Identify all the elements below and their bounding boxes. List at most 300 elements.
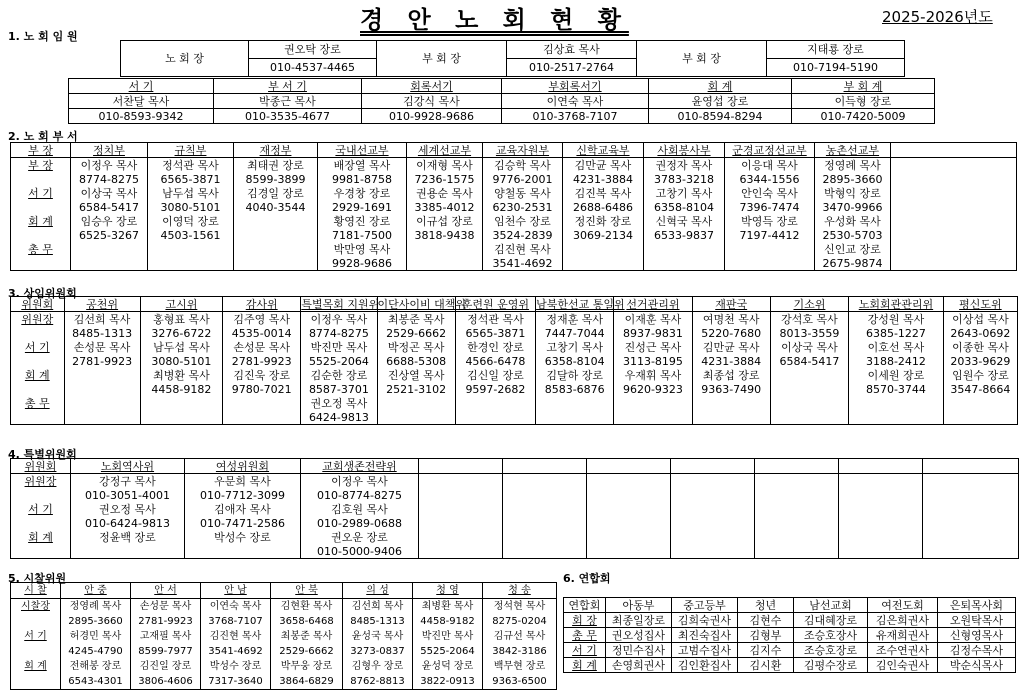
row-label: 부 장: [11, 158, 71, 173]
officer-role: 회록서기: [362, 79, 502, 94]
inspection-header: 시 찰: [11, 583, 61, 599]
table-cell: [377, 410, 455, 425]
row-label: 서 기: [11, 340, 65, 354]
table-cell: 2929-1691: [318, 200, 407, 214]
row-label: 회 장: [564, 613, 606, 628]
table-cell: 2895-3660: [61, 614, 131, 629]
table-cell: 최병환 목사: [413, 599, 483, 615]
table-cell: 김경일 장로: [234, 186, 318, 200]
row-label: 서 기: [11, 629, 61, 644]
table-cell: 김주영 목사: [223, 312, 301, 327]
table-cell: 우성화 목사: [815, 214, 891, 228]
table-cell: 3864-6829: [271, 674, 343, 690]
table-row: [11, 410, 1018, 425]
table-cell: 3783-3218: [644, 172, 725, 186]
table-cell: 김인환집사: [672, 658, 738, 673]
table-cell: 권정자 목사: [644, 158, 725, 173]
table-cell: [71, 256, 148, 271]
officer-phone: 010-8594-8294: [649, 109, 792, 124]
table-cell: 7396-7474: [725, 200, 815, 214]
table-cell: 남두섭 목사: [140, 340, 222, 354]
table-cell: 3113-8195: [614, 354, 692, 368]
table-cell: 010-3051-4001: [71, 488, 185, 502]
table-cell: 7197-4412: [725, 228, 815, 242]
committee-header: 위원회: [11, 297, 65, 312]
empty-cell: [839, 474, 923, 489]
dept-header: 규칙부: [148, 143, 234, 158]
table-cell: 권오운 장로: [301, 530, 419, 544]
table-cell: 이재형 목사: [407, 158, 483, 173]
table-cell: 우문희 목사: [185, 474, 301, 489]
table-cell: 김만균 목사: [563, 158, 644, 173]
dept-header: 교육자원부: [483, 143, 563, 158]
table-row: [11, 614, 557, 629]
row-label: [11, 488, 71, 502]
table-cell: 5525-2064: [301, 354, 377, 368]
table-cell: 김신일 장로: [455, 368, 535, 382]
table-cell: 박성수 장로: [201, 659, 271, 674]
table-cell: 김선희 목사: [343, 599, 413, 615]
table-cell: 8583-6876: [536, 382, 614, 396]
table-row: [11, 674, 557, 690]
empty-cell: [923, 459, 1019, 474]
table-cell: 7447-7044: [536, 326, 614, 340]
dept-header: 신학교육부: [563, 143, 644, 158]
table-cell: 김시환: [738, 658, 794, 673]
table-cell: 윤성덕 장로: [413, 659, 483, 674]
table-cell: 최종섭 장로: [692, 368, 770, 382]
empty-cell: [503, 516, 587, 530]
table-cell: [234, 242, 318, 256]
row-label: [11, 674, 61, 690]
committee-header: 기소위: [770, 297, 848, 312]
row-label: [11, 614, 61, 629]
inspection-header: 안 남: [201, 583, 271, 599]
inspection-header: 안 북: [271, 583, 343, 599]
table-cell: 8599-7977: [131, 644, 201, 659]
federation-header: 남선교회: [794, 598, 868, 613]
dept-header: 부 장: [11, 143, 71, 158]
table-cell: 3080-5101: [148, 200, 234, 214]
table-cell: 김대혜장로: [794, 613, 868, 628]
table-row: [11, 340, 1018, 354]
table-cell: [849, 410, 944, 425]
table-cell: 정석관 목사: [455, 312, 535, 327]
federation-header: 은퇴목사회: [938, 598, 1016, 613]
table-cell: 여명천 목사: [692, 312, 770, 327]
table-cell: 7181-7500: [318, 228, 407, 242]
row-label: [11, 172, 71, 186]
table-cell: 4503-1561: [148, 228, 234, 242]
federation-header: 연합회: [564, 598, 606, 613]
committee-header: 특별목회 지원위: [301, 297, 380, 311]
federation-header: 청년: [738, 598, 794, 613]
officer-phone: 010-2517-2764: [507, 59, 637, 77]
table-cell: 강석호 목사: [770, 312, 848, 327]
empty-cell: [923, 544, 1019, 559]
officer-name: 김상효 목사: [507, 41, 637, 59]
table-cell: 우재휘 목사: [614, 368, 692, 382]
table-cell: [725, 242, 815, 256]
header-row: [11, 297, 1018, 312]
officer-phone: 010-3535-4677: [214, 109, 362, 124]
table-cell: [536, 410, 614, 425]
table-cell: 4566-6478: [455, 354, 535, 368]
table-row: [11, 326, 1018, 340]
table-row: [11, 172, 1017, 186]
table-cell: 양철동 목사: [483, 186, 563, 200]
row-label: 회 계: [564, 658, 606, 673]
empty-cell: [587, 530, 671, 544]
table-cell: 이연숙 목사: [201, 599, 271, 615]
table-cell: [455, 396, 535, 410]
table-cell: 3080-5101: [140, 354, 222, 368]
table-cell: 김달하 장로: [536, 368, 614, 382]
row-label: [11, 228, 71, 242]
table-cell: 3541-4692: [483, 256, 563, 271]
table-cell: 7236-1575: [407, 172, 483, 186]
dept-header: 재정부: [234, 143, 318, 158]
table-cell: 조승호장사: [794, 628, 868, 643]
table-cell: 박무웅 장로: [271, 659, 343, 674]
table-row: [564, 613, 1016, 628]
table-cell: 권오정 목사: [301, 396, 377, 410]
table-cell: 010-8774-8275: [301, 488, 419, 502]
table-row: [11, 502, 1019, 516]
section-3-heading: 3. 상임위원회: [8, 287, 77, 300]
officer-role: 노 회 장: [121, 41, 249, 77]
table-cell: 2530-5703: [815, 228, 891, 242]
table-cell: [64, 396, 140, 410]
officer-role: 부회록서기: [502, 79, 649, 94]
table-cell: 2643-0692: [943, 326, 1017, 340]
table-cell: 신인교 장로: [815, 242, 891, 256]
table-cell: 박만영 목사: [318, 242, 407, 256]
table-cell: [770, 368, 848, 382]
table-cell: 정석관 목사: [148, 158, 234, 173]
table-cell: 김희숙권사: [672, 613, 738, 628]
officer-role: 부 회 계: [792, 79, 935, 94]
officer-row: [69, 109, 935, 124]
special-committees-table: [10, 458, 1019, 559]
table-cell: 6533-9837: [644, 228, 725, 242]
table-cell: 3547-8664: [943, 382, 1017, 396]
row-label: 회 계: [11, 659, 61, 674]
table-cell: 9928-9686: [318, 256, 407, 271]
officers-top-table: [120, 40, 905, 77]
table-cell: 정재훈 목사: [536, 312, 614, 327]
section-5-heading: 5. 시찰위원: [8, 572, 67, 585]
table-cell: 8570-3744: [849, 382, 944, 396]
table-cell: 김승학 목사: [483, 158, 563, 173]
officers-bottom-table: [68, 78, 935, 124]
officer-name: 권오탁 장로: [249, 41, 377, 59]
row-label: 총 무: [11, 242, 71, 256]
table-cell: 한경인 장로: [455, 340, 535, 354]
inspection-header: 안 중: [61, 583, 131, 599]
table-cell: 3768-7107: [201, 614, 271, 629]
officer-role: 서 기: [69, 79, 214, 94]
table-cell: 3806-4606: [131, 674, 201, 690]
table-cell: 박순식목사: [938, 658, 1016, 673]
officer-name: 박종근 목사: [214, 94, 362, 109]
dept-header: 농촌선교부: [815, 143, 891, 158]
row-label: 총 무: [11, 396, 65, 410]
table-cell: [148, 256, 234, 271]
table-row: [11, 599, 557, 615]
empty-cell: [923, 502, 1019, 516]
empty-cell: [755, 516, 839, 530]
inspection-header: 안 서: [131, 583, 201, 599]
table-cell: 홍형표 목사: [140, 312, 222, 327]
officer-phone: 010-7420-5009: [792, 109, 935, 124]
table-cell: [223, 396, 301, 410]
table-cell: 이종한 목사: [943, 340, 1017, 354]
table-cell: 8013-3559: [770, 326, 848, 340]
table-cell: 2529-6662: [377, 326, 455, 340]
table-cell: 4535-0014: [223, 326, 301, 340]
table-cell: 6688-5308: [377, 354, 455, 368]
officer-row: [69, 94, 935, 109]
table-cell: 김형우 장로: [343, 659, 413, 674]
table-cell: 최진숙집사: [672, 628, 738, 643]
table-row: [11, 644, 557, 659]
officer-row: [69, 79, 935, 94]
table-cell: 임천수 장로: [483, 214, 563, 228]
committee-header: 노회역사위: [71, 459, 185, 474]
empty-cell: [587, 474, 671, 489]
committee-header: 위원회: [11, 459, 71, 474]
table-cell: 010-5000-9406: [301, 544, 419, 559]
table-cell: 3524-2839: [483, 228, 563, 242]
table-cell: 010-7712-3099: [185, 488, 301, 502]
officer-name: 이득형 장로: [792, 94, 935, 109]
empty-cell: [839, 530, 923, 544]
dept-header: 국내선교부: [318, 143, 407, 158]
table-cell: 3276-6722: [140, 326, 222, 340]
table-cell: [563, 256, 644, 271]
table-cell: 6565-3871: [455, 326, 535, 340]
table-cell: 임승우 장로: [71, 214, 148, 228]
officer-phone: 010-9928-9686: [362, 109, 502, 124]
table-cell: 김진일 장로: [131, 659, 201, 674]
empty-cell: [419, 502, 503, 516]
table-cell: 신혁국 목사: [644, 214, 725, 228]
table-cell: 3818-9438: [407, 228, 483, 242]
officer-name: 김강식 목사: [362, 94, 502, 109]
table-row: [11, 544, 1019, 559]
empty-cell: [671, 488, 755, 502]
empty-cell: [839, 459, 923, 474]
table-row: [11, 214, 1017, 228]
year-label: 2025-2026년도: [882, 8, 993, 26]
table-cell: 손성문 목사: [64, 340, 140, 354]
table-cell: 김진복 목사: [563, 186, 644, 200]
table-cell: 2781-9923: [223, 354, 301, 368]
row-label: [11, 516, 71, 530]
table-cell: 김진현 목사: [483, 242, 563, 256]
federation-table: [563, 597, 1016, 673]
table-cell: 2675-9874: [815, 256, 891, 271]
table-cell: 010-6424-9813: [71, 516, 185, 530]
row-label: 시찰장: [11, 599, 61, 615]
empty-cell: [839, 502, 923, 516]
table-cell: 4231-3884: [692, 354, 770, 368]
table-cell: 김지수: [738, 643, 794, 658]
table-cell: 9363-6500: [483, 674, 557, 690]
table-cell: 김애자 목사: [185, 502, 301, 516]
row-label: [11, 200, 71, 214]
committee-header: 교회생존전략위: [301, 459, 419, 474]
table-cell: 이정우 목사: [301, 474, 419, 489]
empty-cell: [839, 544, 923, 559]
table-cell: 6525-3267: [71, 228, 148, 242]
table-cell: 6230-2531: [483, 200, 563, 214]
table-cell: 2521-3102: [377, 382, 455, 396]
table-cell: 이상섭 목사: [943, 312, 1017, 327]
table-cell: [563, 242, 644, 256]
empty-cell: [419, 544, 503, 559]
table-cell: [725, 256, 815, 271]
officer-role: 회 계: [649, 79, 792, 94]
empty-cell: [419, 474, 503, 489]
table-cell: 4040-3544: [234, 200, 318, 214]
committee-header: 이단사이비 대책위: [377, 297, 467, 311]
empty-cell: [419, 530, 503, 544]
section-4-heading: 4. 특별위원회: [8, 448, 77, 461]
header-row: [564, 598, 1016, 613]
table-cell: 8774-8275: [301, 326, 377, 340]
officer-name: 윤영섭 장로: [649, 94, 792, 109]
table-cell: 윤성국 목사: [343, 629, 413, 644]
table-cell: 고창기 목사: [536, 340, 614, 354]
table-cell: 2033-9629: [943, 354, 1017, 368]
table-cell: 3658-6468: [271, 614, 343, 629]
table-cell: 정석현 목사: [483, 599, 557, 615]
table-cell: [943, 396, 1017, 410]
empty-cell: [503, 488, 587, 502]
committee-header: 재판국: [692, 297, 770, 312]
empty-cell: [891, 214, 1017, 228]
header-row: [11, 143, 1017, 158]
table-cell: 권오성집사: [606, 628, 672, 643]
table-cell: 이상국 목사: [770, 340, 848, 354]
empty-cell: [503, 502, 587, 516]
table-cell: [692, 410, 770, 425]
table-cell: 이호선 목사: [849, 340, 944, 354]
table-cell: 3822-0913: [413, 674, 483, 690]
row-label: [11, 644, 61, 659]
section-1-heading: 1. 노 회 임 원: [8, 30, 78, 43]
table-cell: 8485-1313: [64, 326, 140, 340]
empty-cell: [755, 544, 839, 559]
officer-phone: 010-3768-7107: [502, 109, 649, 124]
inspection-header: 청 영: [413, 583, 483, 599]
committee-header: 평신도위: [943, 297, 1017, 312]
empty-cell: [755, 474, 839, 489]
row-label: 회 계: [11, 214, 71, 228]
officer-role: 부 서 기: [214, 79, 362, 94]
empty-cell: [891, 172, 1017, 186]
empty-cell: [587, 544, 671, 559]
table-row: [564, 643, 1016, 658]
table-cell: 황영진 장로: [318, 214, 407, 228]
table-cell: 3385-4012: [407, 200, 483, 214]
table-row: [564, 658, 1016, 673]
table-cell: 6358-8104: [536, 354, 614, 368]
row-label: [11, 326, 65, 340]
table-row: [11, 516, 1019, 530]
table-cell: [614, 410, 692, 425]
table-cell: 조수연권사: [868, 643, 938, 658]
table-row: [11, 158, 1017, 173]
officer-role: 부 회 장: [637, 41, 767, 77]
table-cell: 3273-0837: [343, 644, 413, 659]
table-cell: 조승호장로: [794, 643, 868, 658]
table-cell: 정진화 장로: [563, 214, 644, 228]
table-cell: 6584-5417: [770, 354, 848, 368]
table-cell: 4458-9182: [413, 614, 483, 629]
table-cell: 임원수 장로: [943, 368, 1017, 382]
table-cell: 박성수 장로: [185, 530, 301, 544]
table-cell: [614, 396, 692, 410]
departments-table: [10, 142, 1017, 271]
table-row: [11, 474, 1019, 489]
table-cell: 8599-3899: [234, 172, 318, 186]
page-title: 경 안 노 회 현 황: [360, 6, 629, 34]
table-cell: [770, 396, 848, 410]
row-label: 서 기: [11, 186, 71, 200]
table-cell: 김선희 목사: [64, 312, 140, 327]
table-cell: 신형영목사: [938, 628, 1016, 643]
table-row: [11, 312, 1018, 327]
table-row: [11, 354, 1018, 368]
table-cell: 배장열 목사: [318, 158, 407, 173]
table-cell: 최봉준 목사: [377, 312, 455, 327]
officer-role: 부 회 장: [377, 41, 507, 77]
table-cell: 5525-2064: [413, 644, 483, 659]
table-cell: 손성문 목사: [223, 340, 301, 354]
empty-cell: [891, 158, 1017, 173]
table-cell: [770, 382, 848, 396]
row-label: [11, 544, 71, 559]
header-row: [11, 583, 557, 599]
table-cell: 김평수장로: [794, 658, 868, 673]
table-cell: 4458-9182: [140, 382, 222, 396]
table-cell: 2688-6486: [563, 200, 644, 214]
table-cell: 6584-5417: [71, 200, 148, 214]
officer-name: 이연숙 목사: [502, 94, 649, 109]
table-cell: 6385-1227: [849, 326, 944, 340]
inspection-table: [10, 582, 557, 690]
table-cell: 김인숙권사: [868, 658, 938, 673]
table-cell: 최종일장로: [606, 613, 672, 628]
table-cell: 010-2989-0688: [301, 516, 419, 530]
empty-cell: [671, 516, 755, 530]
empty-cell: [419, 516, 503, 530]
inspection-header: 의 성: [343, 583, 413, 599]
table-cell: [377, 396, 455, 410]
table-cell: 권오정 목사: [71, 502, 185, 516]
table-cell: 전해봉 장로: [61, 659, 131, 674]
table-cell: [234, 256, 318, 271]
row-label: [11, 256, 71, 271]
empty-cell: [923, 474, 1019, 489]
dept-header: 사회봉사부: [644, 143, 725, 158]
table-cell: 9780-7021: [223, 382, 301, 396]
table-cell: 고범수집사: [672, 643, 738, 658]
table-cell: 허경민 목사: [61, 629, 131, 644]
